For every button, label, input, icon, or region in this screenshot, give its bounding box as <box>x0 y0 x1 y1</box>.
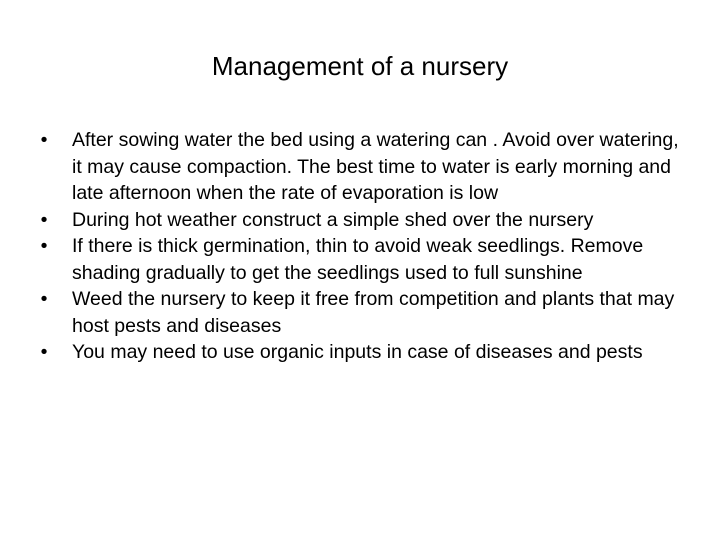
bullet-marker: • <box>40 208 48 231</box>
bullet-item <box>34 286 684 339</box>
slide-title: Management of a nursery <box>211 51 509 81</box>
bullet-text: After sowing water the bed using a watering can . Avoid over watering, it may cause compaction. The best time to water is early morning and late afternoon when the rate of evaporation is low <box>72 129 679 204</box>
bullet-marker: • <box>40 288 48 310</box>
bullet-text: You may need to use organic inputs in case of diseases and pests <box>72 341 643 363</box>
bullet-marker: • <box>40 235 48 257</box>
bullet-item <box>34 339 684 366</box>
bullet-text: Weed the nursery to keep it free from competition and plants that may host pests and diseases <box>72 288 675 337</box>
bullet-text: If there is thick germination, thin to avoid weak seedlings. Remove shading gradually to get the seedlings used to full sunshine <box>72 235 644 284</box>
bullet-item <box>34 127 684 207</box>
bullet-list <box>34 127 684 366</box>
bullet-item <box>34 233 684 286</box>
bullet-marker: • <box>40 341 48 363</box>
bullet-marker: • <box>40 129 48 151</box>
bullet-text: During hot weather construct a simple shed over the nursery <box>72 208 594 231</box>
bullet-item <box>34 207 684 234</box>
